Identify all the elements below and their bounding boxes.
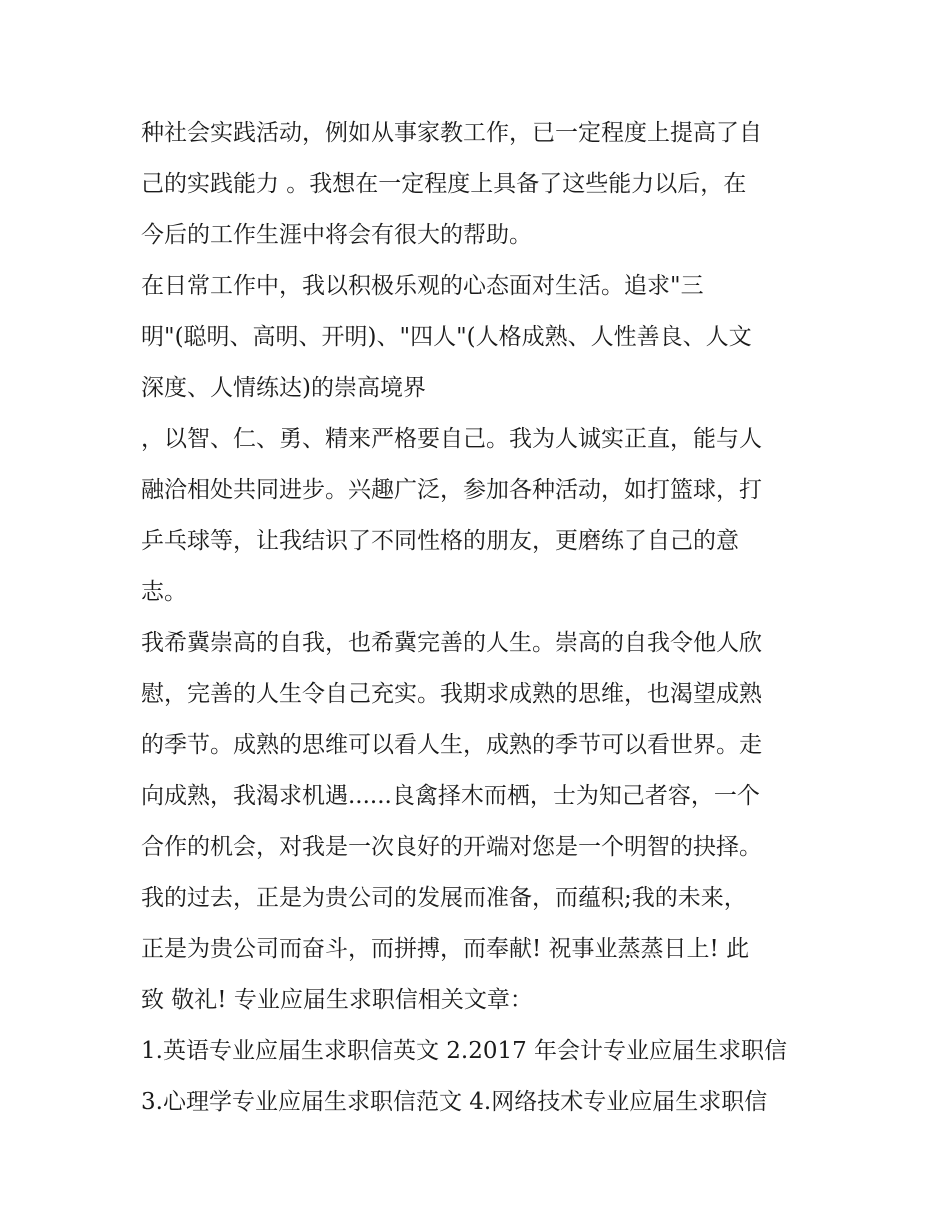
- text-line: 我的过去，正是为贵公司的发展而准备，而蕴积;我的未来，: [141, 885, 747, 911]
- text-line: 融洽相处共同进步。兴趣广泛，参加各种活动，如打篮球，打: [141, 477, 762, 503]
- text-line: 向成熟，我渴求机遇......良禽择木而栖，士为知己者容，一个: [141, 783, 760, 809]
- text-line: 志。: [141, 579, 187, 605]
- text-line: 在日常工作中，我以积极乐观的心态面对生活。追求"三: [141, 273, 704, 299]
- text-line: 我希冀崇高的自我，也希冀完善的人生。崇高的自我令他人欣: [141, 630, 762, 656]
- text-line: 深度、人情练达)的崇高境界: [141, 375, 426, 401]
- text-line: 明"(聪明、高明、开明)、"四人"(人格成熟、人性善良、人文: [141, 324, 752, 350]
- text-line: 慰，完善的人生令自己充实。我期求成熟的思维，也渴望成熟: [141, 681, 762, 707]
- text-line: 己的实践能力 。我想在一定程度上具备了这些能力以后，在: [141, 171, 747, 197]
- text-line: 种社会实践活动，例如从事家教工作，已一定程度上提高了自: [141, 120, 762, 146]
- text-line: 致 敬礼! 专业应届生求职信相关文章：: [141, 987, 533, 1013]
- text-line: 正是为贵公司而奋斗，而拼搏，而奉献! 祝事业蒸蒸日上! 此: [141, 936, 750, 962]
- text-line: 的季节。成熟的思维可以看人生，成熟的季节可以看世界。走: [141, 732, 762, 758]
- body-text: [141, 108, 821, 1128]
- text-line: 乒乓球等，让我结识了不同性格的朋友，更磨练了自己的意: [141, 528, 739, 554]
- text-line: ，以智、仁、勇、精来严格要自己。我为人诚实正直，能与人: [141, 426, 762, 452]
- related-article-list: 1.英语专业应届生求职信英文 2.2017 年会计专业应届生求职信: [141, 1038, 788, 1064]
- text-line: 合作的机会，对我是一次良好的开端对您是一个明智的抉择。: [141, 834, 762, 860]
- text-line: 今后的工作生涯中将会有很大的帮助。: [141, 222, 532, 248]
- related-article-list: 3.心理学专业应届生求职信范文 4.网络技术专业应届生求职信: [141, 1089, 768, 1115]
